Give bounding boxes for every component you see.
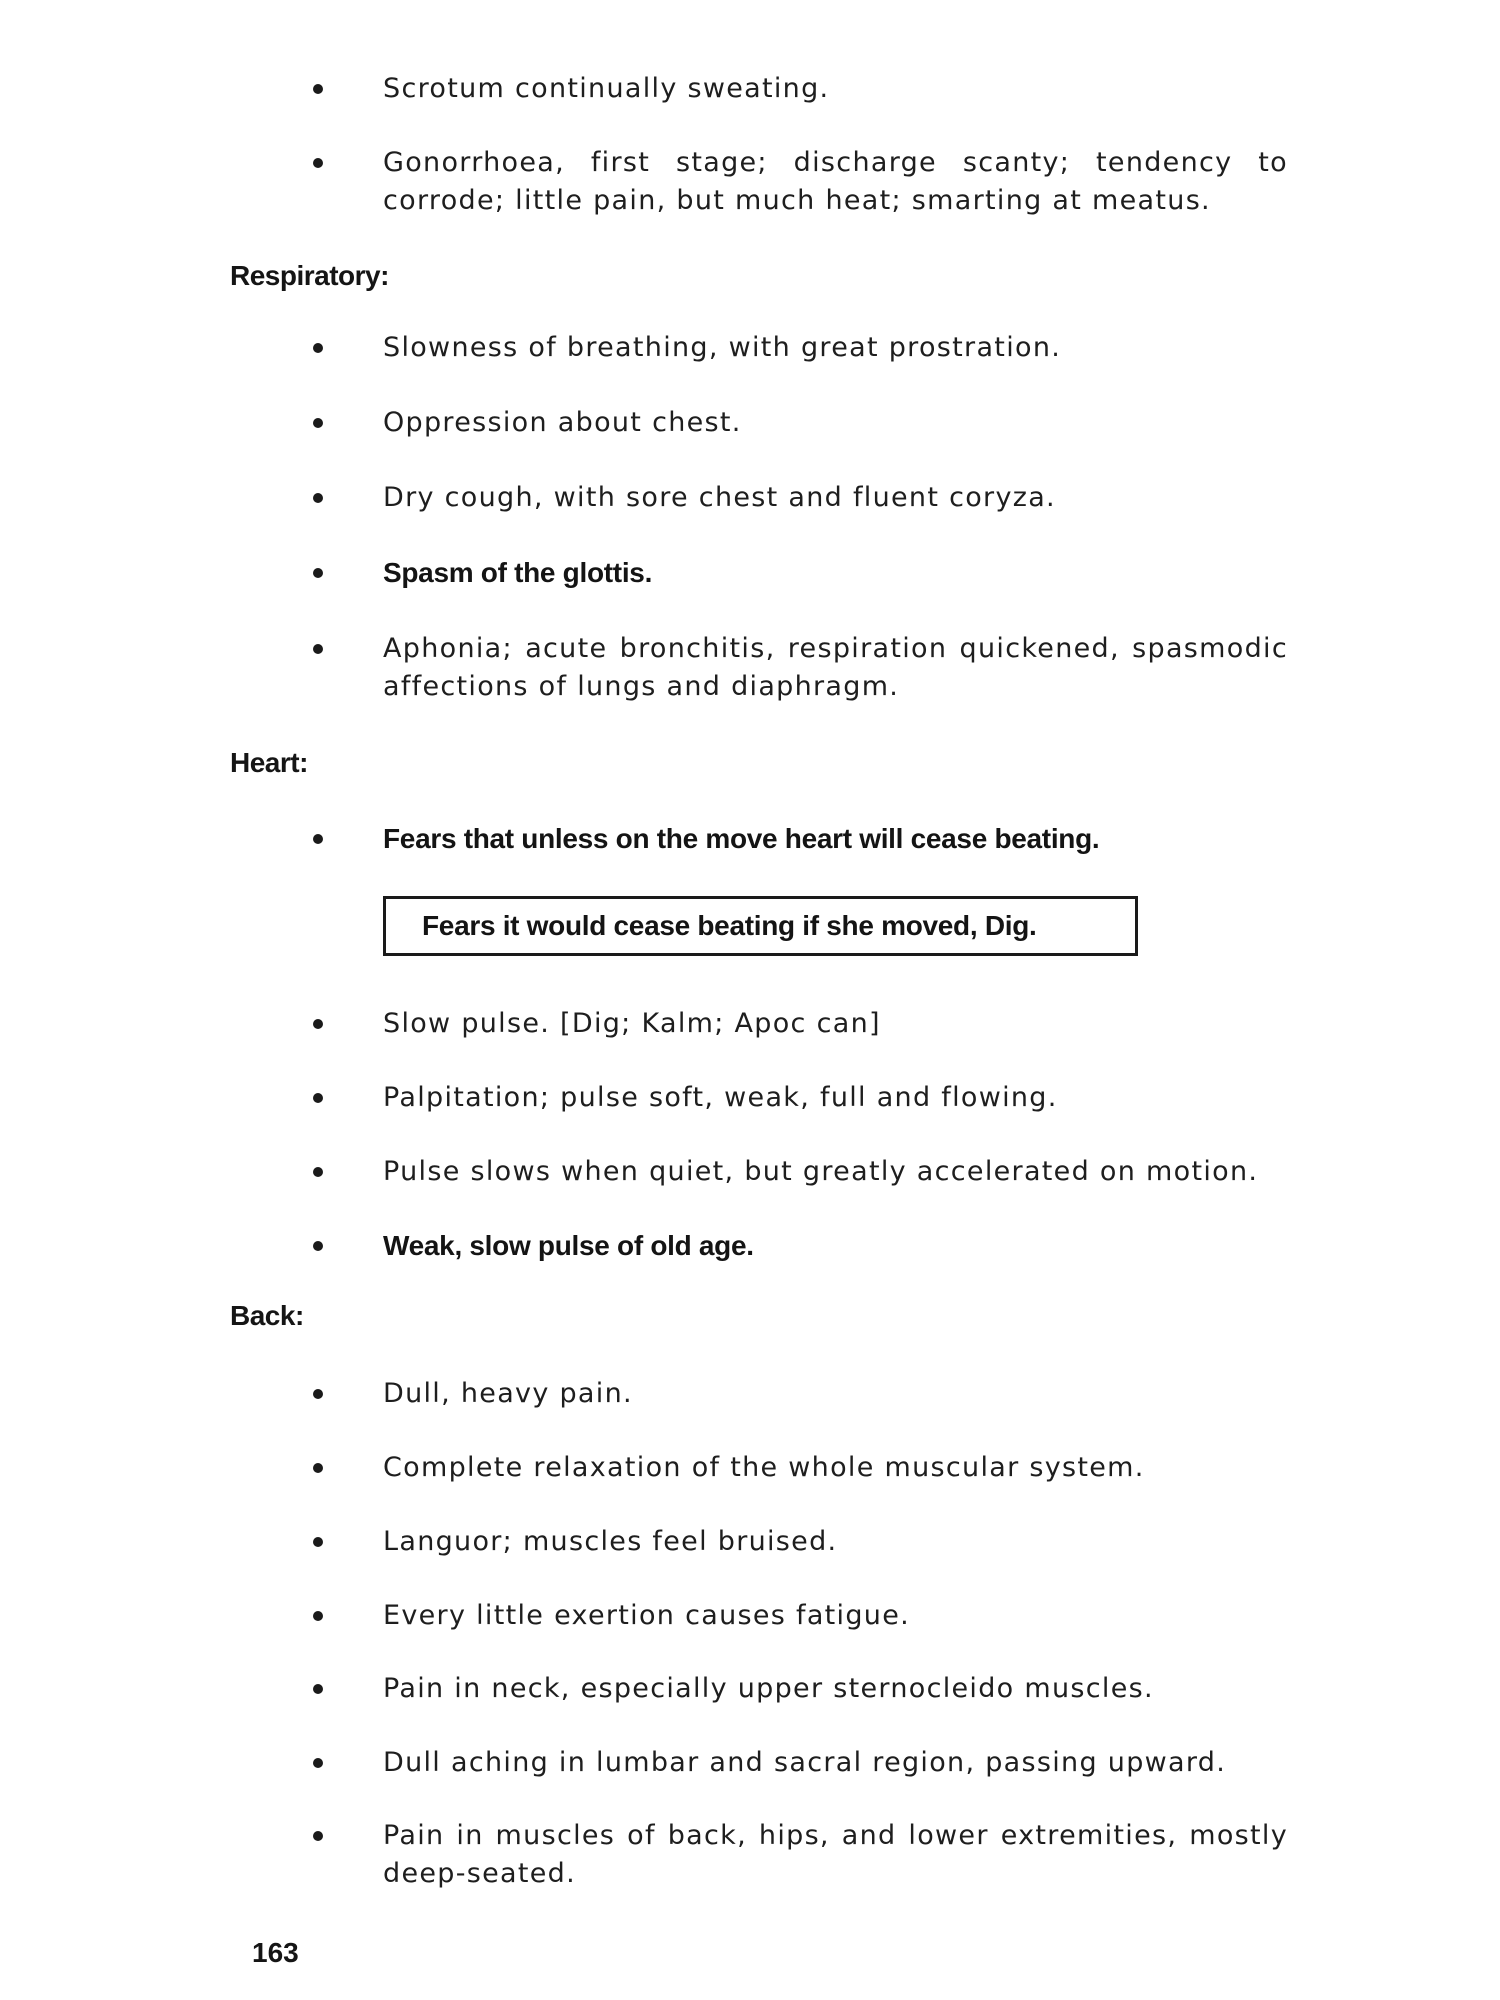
- item-text: Oppression about chest.: [383, 407, 742, 438]
- item-text: Dull aching in lumbar and sacral region, passing upward.: [383, 1747, 1227, 1778]
- section-heading-heart: Heart:: [230, 747, 308, 778]
- item-text: Palpitation; pulse soft, weak, full and flowing.: [383, 1082, 1058, 1113]
- bullet-icon: [313, 1463, 323, 1473]
- item-text: Pain in neck, especially upper sternocleido muscles.: [383, 1673, 1154, 1704]
- bullet-icon: [313, 84, 323, 94]
- bullet-icon: [313, 1241, 323, 1251]
- bullet-icon: [313, 493, 323, 503]
- section-heading-respiratory: Respiratory:: [230, 260, 389, 291]
- bullet-icon: [313, 1684, 323, 1694]
- bullet-icon: [313, 1019, 323, 1029]
- item-text: Pain in muscles of back, hips, and lower extremities, mostly deep-seated.: [383, 1820, 1288, 1889]
- bullet-icon: [313, 1093, 323, 1103]
- bullet-icon: [313, 1167, 323, 1177]
- item-text: Complete relaxation of the whole muscular system.: [383, 1452, 1145, 1483]
- item-text: Spasm of the glottis.: [383, 557, 653, 588]
- comparison-callout-box: [383, 896, 1138, 956]
- item-text: Weak, slow pulse of old age.: [383, 1230, 754, 1261]
- item-text: Aphonia; acute bronchitis, respiration quickened, spasmodic affections of lungs and diaphragm.: [383, 633, 1288, 702]
- section-heading-back: Back:: [230, 1300, 304, 1331]
- bullet-icon: [313, 834, 323, 844]
- bullet-icon: [313, 158, 323, 168]
- item-text: Languor; muscles feel bruised.: [383, 1526, 838, 1557]
- page-number: 163: [252, 1937, 299, 1968]
- item-text: Slowness of breathing, with great prostration.: [383, 332, 1062, 363]
- bullet-icon: [313, 1758, 323, 1768]
- item-text: Every little exertion causes fatigue.: [383, 1600, 910, 1631]
- bullet-icon: [313, 644, 323, 654]
- bullet-icon: [313, 568, 323, 578]
- item-text: Gonorrhoea, first stage; discharge scanty; tendency to corrode; little pain, but much heat; smarting at meatus.: [383, 147, 1288, 216]
- bullet-icon: [313, 343, 323, 353]
- item-text: Fears that unless on the move heart will cease beating.: [383, 823, 1100, 854]
- item-text: Slow pulse. [Dig; Kalm; Apoc can]: [383, 1008, 881, 1039]
- bullet-icon: [313, 1831, 323, 1841]
- bullet-icon: [313, 1537, 323, 1547]
- item-text: Dry cough, with sore chest and fluent coryza.: [383, 482, 1056, 513]
- bullet-icon: [313, 1611, 323, 1621]
- bullet-icon: [313, 1389, 323, 1399]
- item-text: Pulse slows when quiet, but greatly accelerated on motion.: [383, 1156, 1259, 1187]
- callout-text: Fears it would cease beating if she moved, Dig.: [422, 910, 1037, 941]
- item-text: Dull, heavy pain.: [383, 1378, 633, 1409]
- item-text: Scrotum continually sweating.: [383, 73, 830, 104]
- bullet-icon: [313, 418, 323, 428]
